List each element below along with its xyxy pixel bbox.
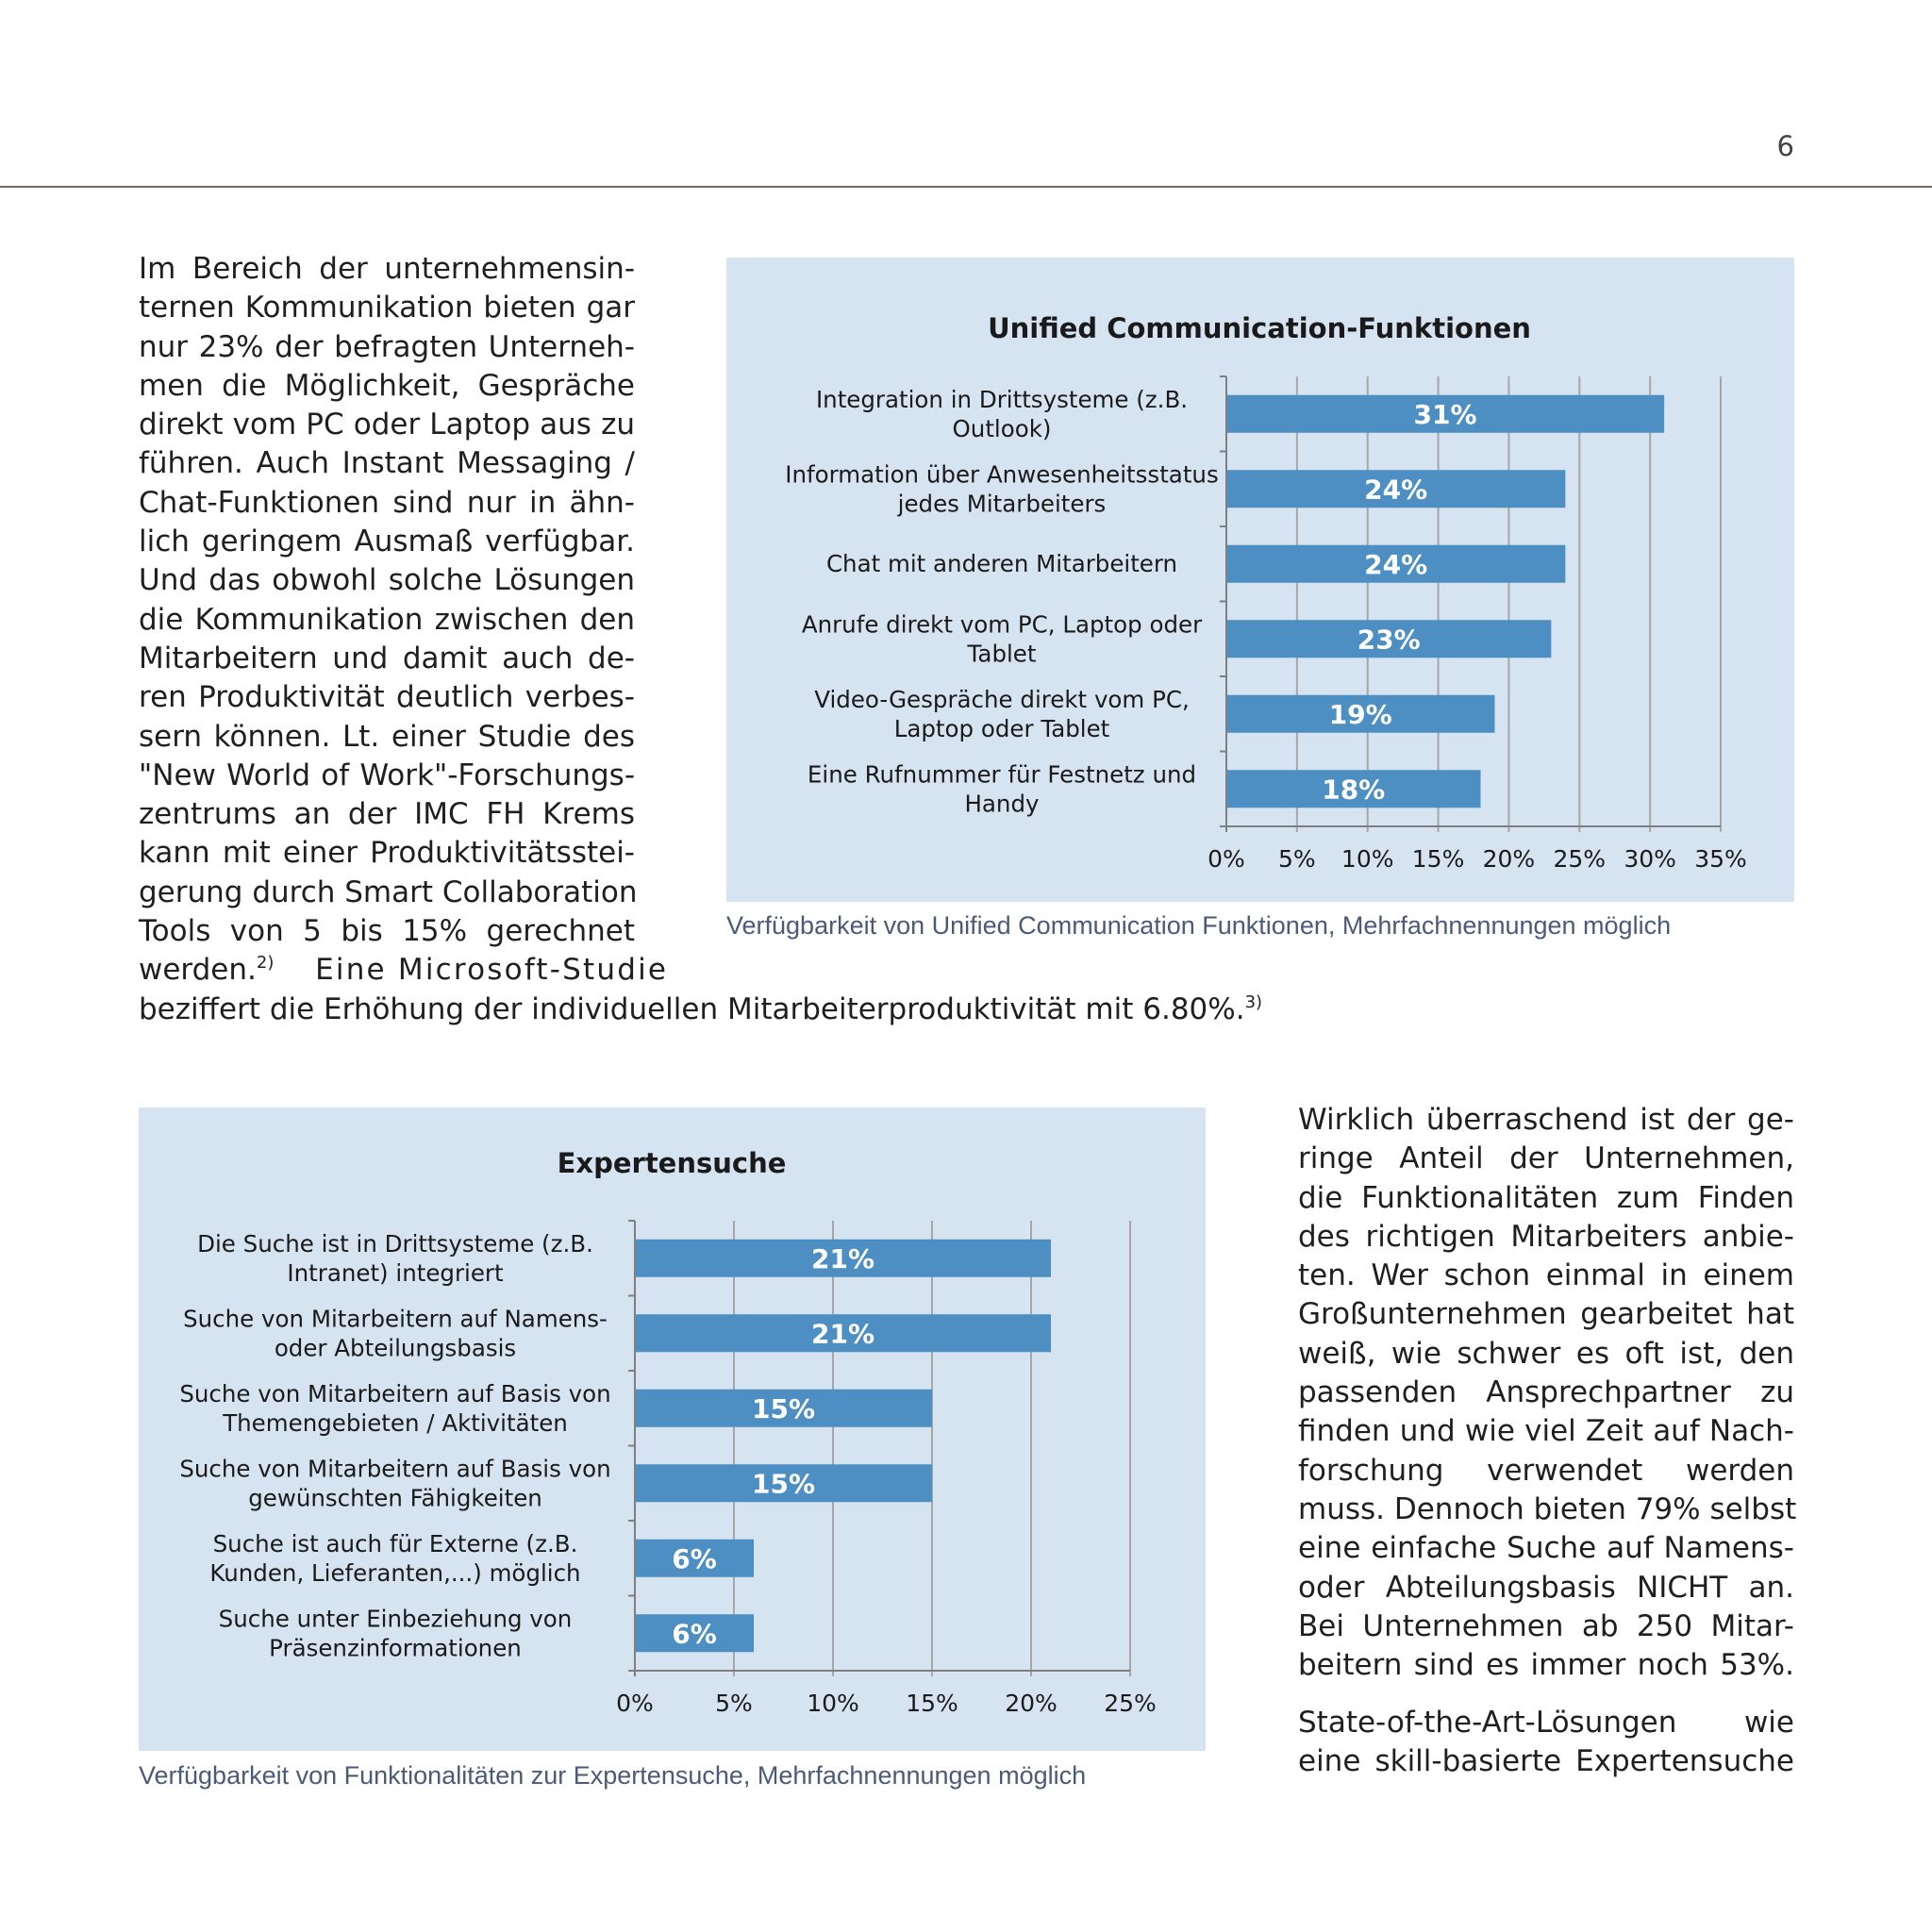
chart-unified-communication bbox=[726, 258, 1794, 902]
x-tick-label: 25% bbox=[1553, 845, 1607, 873]
text-line: zentrums an der IMC FH Krems bbox=[139, 797, 635, 832]
text-line: finden und wie viel Zeit auf Nach- bbox=[1298, 1414, 1794, 1449]
chart-expertensuche-caption: Verfügbarkeit von Funktionalitäten zur Expertensuche, Mehrfachnennungen möglich bbox=[139, 1761, 1087, 1790]
bar-value-label: 24% bbox=[1364, 548, 1428, 580]
chart-title: Unified Communication-Funktionen bbox=[988, 312, 1531, 344]
text-line: Wirklich überraschend ist der ge- bbox=[1298, 1103, 1794, 1137]
intro-paragraph bbox=[139, 250, 638, 951]
category-label: Suche ist auch für Externe (z.B. bbox=[212, 1529, 578, 1557]
x-tick-label: 30% bbox=[1624, 845, 1676, 873]
chart-expertensuche bbox=[139, 1108, 1206, 1751]
bar-value-label: 18% bbox=[1322, 774, 1386, 806]
text-line: weiß, wie schwer es oft ist, den bbox=[1298, 1336, 1794, 1371]
text-line: die Funktionalitäten zum Finden bbox=[1298, 1180, 1794, 1215]
text-line: passenden Ansprechpartner zu bbox=[1298, 1375, 1794, 1410]
category-label: jedes Mitarbeiters bbox=[897, 490, 1107, 518]
werden-rest-text: Eine Microsoft-Studie bbox=[315, 953, 669, 987]
x-tick-label: 5% bbox=[1278, 845, 1316, 873]
category-label: Suche von Mitarbeitern auf Basis von bbox=[179, 1455, 611, 1483]
text-line: lich geringem Ausmaß verfügbar. bbox=[139, 525, 635, 559]
x-tick-label: 5% bbox=[715, 1690, 753, 1717]
x-tick-label: 20% bbox=[1005, 1690, 1058, 1717]
text-line: kann mit einer Produktivitätsstei- bbox=[139, 836, 635, 871]
text-line: Und das obwohl solche Lösungen bbox=[139, 563, 635, 598]
bar-value-label: 21% bbox=[810, 1318, 875, 1350]
x-tick-label: 0% bbox=[1208, 845, 1245, 873]
text-line: Bei Unternehmen ab 250 Mitar- bbox=[1298, 1608, 1794, 1643]
category-label: Information über Anwesenheitsstatus bbox=[785, 460, 1219, 489]
text-line: direkt vom PC oder Laptop aus zu bbox=[139, 408, 635, 442]
bar-value-label: 15% bbox=[751, 1392, 816, 1424]
text-line: gerung durch Smart Collaboration bbox=[139, 874, 638, 909]
category-label: Video-Gespräche direkt vom PC, bbox=[814, 685, 1190, 713]
x-tick-label: 10% bbox=[1341, 845, 1394, 873]
category-label: Eine Rufnummer für Festnetz und bbox=[807, 760, 1197, 789]
bar-value-label: 21% bbox=[810, 1242, 875, 1274]
text-line: eine einfache Suche auf Namens- bbox=[1298, 1531, 1794, 1566]
text-line: ringe Anteil der Unternehmen, bbox=[1298, 1141, 1794, 1176]
x-tick-label: 25% bbox=[1104, 1690, 1157, 1717]
intro-full-line bbox=[139, 991, 1365, 1029]
x-tick-label: 0% bbox=[616, 1690, 654, 1717]
chart-title: Expertensuche bbox=[557, 1147, 787, 1179]
text-line: nur 23% der befragten Unterneh- bbox=[139, 329, 635, 364]
text-line: sern können. Lt. einer Studie des bbox=[139, 719, 635, 754]
header-rule bbox=[0, 186, 1932, 188]
category-label: Präsenzinformationen bbox=[269, 1634, 522, 1662]
category-label: Integration in Drittsysteme (z.B. bbox=[815, 385, 1189, 413]
category-label: Anrufe direkt vom PC, Laptop oder bbox=[801, 610, 1203, 639]
category-label: Suche unter Einbeziehung von bbox=[218, 1605, 573, 1633]
bar-value-label: 6% bbox=[672, 1542, 717, 1574]
text-line: Im Bereich der unternehmensin- bbox=[139, 252, 635, 286]
category-label: Chat mit anderen Mitarbeitern bbox=[825, 549, 1178, 577]
page-number: 6 bbox=[1776, 130, 1794, 162]
x-tick-label: 15% bbox=[1411, 845, 1465, 873]
bar-value-label: 24% bbox=[1364, 474, 1428, 506]
chart-unified-communication-svg bbox=[726, 258, 1794, 902]
bar-value-label: 19% bbox=[1328, 698, 1392, 730]
category-label: Suche von Mitarbeitern auf Namens- bbox=[183, 1305, 608, 1333]
full-line-text: beziffert die Erhöhung der individuellen Mitarbeiterproduktivität mit 6.80%. bbox=[139, 992, 1245, 1026]
text-line: muss. Dennoch bieten 79% selbst bbox=[1298, 1491, 1797, 1526]
text-line: ten. Wer schon einmal in einem bbox=[1298, 1258, 1794, 1293]
footnote-3: 3) bbox=[1244, 992, 1263, 1012]
category-label: Outlook) bbox=[952, 414, 1052, 442]
x-tick-label: 20% bbox=[1482, 845, 1536, 873]
category-label: oder Abteilungsbasis bbox=[274, 1334, 517, 1362]
category-label: Handy bbox=[964, 790, 1040, 818]
category-label: Intranet) integriert bbox=[287, 1258, 504, 1287]
bar-value-label: 31% bbox=[1413, 398, 1477, 430]
text-line: Großunternehmen gearbeitet hat bbox=[1298, 1297, 1794, 1332]
text-line: Tools von 5 bis 15% gerechnet bbox=[139, 914, 635, 949]
text-line: men die Möglichkeit, Gespräche bbox=[139, 368, 635, 403]
text-line: "New World of Work"-Forschungs- bbox=[139, 758, 635, 792]
text-line: Chat-Funktionen sind nur in ähn- bbox=[139, 485, 635, 520]
text-line: des richtigen Mitarbeiters anbie- bbox=[1298, 1219, 1794, 1254]
werden-text: werden. bbox=[139, 953, 257, 987]
bar-value-label: 23% bbox=[1357, 624, 1421, 656]
category-label: Suche von Mitarbeitern auf Basis von bbox=[179, 1379, 611, 1407]
chart-unified-communication-caption: Verfügbarkeit von Unified Communication Funktionen, Mehrfachnennungen möglich bbox=[726, 911, 1672, 940]
category-label: gewünschten Fähigkeiten bbox=[248, 1484, 542, 1512]
category-label: Themengebieten / Aktivitäten bbox=[223, 1408, 568, 1437]
category-label: Die Suche ist in Drittsysteme (z.B. bbox=[197, 1229, 593, 1257]
footnote-2: 2) bbox=[256, 953, 275, 973]
intro-line-werden bbox=[139, 951, 669, 990]
category-label: Laptop oder Tablet bbox=[893, 714, 1110, 742]
text-line: oder Abteilungsbasis NICHT an. bbox=[1298, 1570, 1794, 1605]
bar-value-label: 6% bbox=[672, 1618, 717, 1650]
text-line: ren Produktivität deutlich verbes- bbox=[139, 680, 635, 715]
text-line: eine skill-basierte Expertensuche bbox=[1298, 1744, 1794, 1779]
x-tick-label: 15% bbox=[906, 1690, 958, 1717]
text-line: beitern sind es immer noch 53%. bbox=[1298, 1648, 1794, 1683]
text-line: die Kommunikation zwischen den bbox=[139, 602, 635, 637]
right-paragraph-1 bbox=[1298, 1101, 1797, 1685]
x-tick-label: 10% bbox=[807, 1690, 859, 1717]
x-tick-label: 35% bbox=[1694, 845, 1747, 873]
bar-value-label: 15% bbox=[751, 1468, 816, 1500]
category-label: Tablet bbox=[967, 640, 1037, 668]
text-line: führen. Auch Instant Messaging / bbox=[139, 446, 635, 481]
text-line: ternen Kommunikation bieten gar bbox=[139, 291, 635, 325]
text-line: Mitarbeitern und damit auch de- bbox=[139, 641, 635, 675]
chart-expertensuche-svg bbox=[139, 1108, 1206, 1751]
text-line: forschung verwendet werden bbox=[1298, 1453, 1794, 1488]
right-paragraph-2 bbox=[1298, 1704, 1794, 1782]
text-line: State-of-the-Art-Lösungen wie bbox=[1298, 1706, 1794, 1740]
category-label: Kunden, Lieferanten,...) möglich bbox=[209, 1558, 581, 1587]
